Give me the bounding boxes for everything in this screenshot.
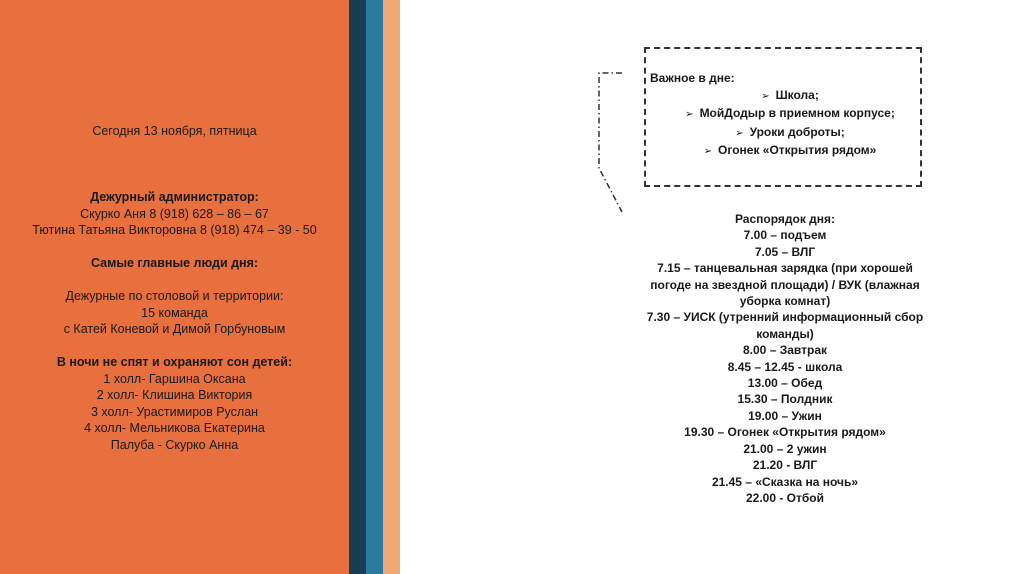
schedule-line: 7.00 – подъем	[743, 228, 827, 243]
duty-line-1: Дежурные по столовой и территории:	[65, 289, 284, 303]
schedule-line: 8.00 – Завтрак	[743, 343, 827, 358]
schedule-line: уборка комнат)	[739, 294, 831, 309]
schedule-line: 19.30 – Огонек «Открытия рядом»	[684, 425, 886, 440]
important-item: ➢ Уроки доброты;	[735, 124, 845, 139]
night-title: В ночи не спят и охраняют сон детей:	[56, 355, 293, 369]
arrow-bullet-icon: ➢	[685, 109, 694, 120]
night-line-4: 4 холл- Мельникова Екатерина	[84, 421, 265, 435]
schedule-line: 7.15 – танцевальная зарядка (при хорошей	[657, 261, 913, 276]
arrow-bullet-icon: ➢	[761, 90, 770, 102]
daily-schedule	[630, 211, 940, 506]
night-line-5: Палуба - Скурко Анна	[110, 437, 239, 452]
schedule-line: 15.30 – Полдник	[737, 392, 833, 407]
decor-stripe-peach	[383, 0, 400, 574]
schedule-line: команды)	[756, 326, 814, 341]
duty-line-2: 15 команда	[141, 305, 208, 320]
important-title: Важное в дне:	[650, 71, 735, 85]
admin-contact-2: Тютина Татьяна Викторовна 8 (918) 474 – 39 - 50	[32, 223, 317, 237]
night-line-1: 1 холл- Гаршина Оксана	[103, 371, 246, 386]
duty-line-3: с Катей Коневой и Димой Горбуновым	[63, 322, 286, 336]
admin-title: Дежурный администратор:	[90, 190, 259, 204]
date-line: Сегодня 13 ноября, пятница	[92, 124, 257, 138]
main-people-title: Самые главные люди дня:	[90, 256, 259, 270]
schedule-line: погоде на звездной площади) / ВУК (влажная	[650, 277, 920, 292]
schedule-title: Распорядок дня:	[734, 212, 836, 226]
important-item: ➢ МойДодыр в приемном корпусе;	[685, 106, 895, 120]
decor-stripe-navy	[349, 0, 366, 574]
night-line-2: 2 холл- Клишина Виктория	[96, 388, 253, 402]
important-item: ➢ Огонек «Открытия рядом»	[703, 143, 877, 157]
schedule-line: 19.00 – Ужин	[748, 408, 822, 423]
important-list	[600, 70, 980, 161]
schedule-line: 21.45 – «Сказка на ночь»	[711, 474, 859, 489]
admin-contact-1: Скурко Аня 8 (918) 628 – 86 – 67	[80, 206, 269, 221]
daily-info	[0, 123, 349, 453]
arrow-bullet-icon: ➢	[703, 146, 713, 157]
night-line-3: 3 холл- Урастимиров Руслан	[90, 404, 259, 419]
schedule-line: 7.05 – ВЛГ	[754, 244, 816, 259]
schedule-line: 8.45 – 12.45 - школа	[727, 359, 843, 374]
schedule-line: 22.00 - Отбой	[745, 490, 825, 505]
schedule-line: 13.00 – Обед	[747, 376, 823, 391]
schedule-line: 7.30 – УИСК (утренний информационный сбор	[646, 310, 924, 325]
schedule-line: 21.20 - ВЛГ	[752, 458, 818, 473]
arrow-bullet-icon: ➢	[735, 127, 744, 139]
schedule-line: 21.00 – 2 ужин	[743, 441, 827, 456]
important-item: ➢ Школа;	[761, 87, 819, 102]
decor-stripe-blue	[366, 0, 383, 574]
